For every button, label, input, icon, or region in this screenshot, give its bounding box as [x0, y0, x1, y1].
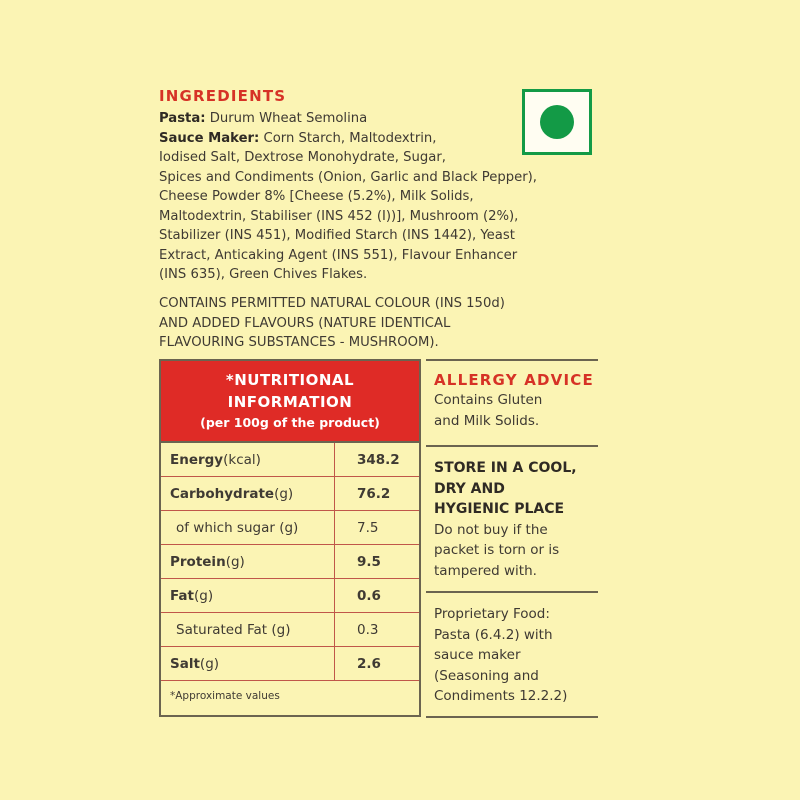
nutrient-name [161, 443, 335, 476]
allergy-line: Contains Gluten [434, 392, 543, 408]
sauce-line: Extract, Anticaking Agent (INS 551), Flavour Enhancer [159, 247, 518, 263]
divider [426, 445, 598, 447]
nutrient-unit: (g) [194, 587, 214, 604]
sauce-line: (INS 635), Green Chives Flakes. [159, 267, 368, 282]
ingredients-heading: INGREDIENTS [159, 87, 287, 105]
nutrient-name [161, 545, 335, 578]
nutrient-label: Protein [170, 553, 226, 570]
storage-line: Do not buy if the [434, 521, 548, 538]
nutrition-row [161, 443, 419, 477]
nutrient-value: 76.2 [357, 485, 391, 502]
allergy-line: and Milk Solids. [434, 412, 540, 429]
storage-heading-line: STORE IN A COOL, [434, 460, 577, 476]
sauce-line: Maltodextrin, Stabiliser (INS 452 (I))], Mushroom (2%), [159, 208, 519, 224]
nutrition-row [161, 511, 419, 545]
nutrient-value: 0.6 [357, 587, 381, 604]
storage-line: packet is torn or is [434, 542, 560, 558]
proprietary-text [434, 604, 600, 707]
nutrition-subtitle: (per 100g of the product) [200, 415, 380, 430]
nutrient-value: 2.6 [357, 655, 381, 672]
sauce-line: Cheese Powder 8% [Cheese (5.2%), Milk Solids, [159, 189, 474, 204]
nutrition-title: *NUTRITIONAL [225, 371, 355, 389]
sauce-line: Stabilizer (INS 451), Modified Starch (INS 1442), Yeast [159, 228, 515, 243]
contains-line: FLAVOURING SUBSTANCES - MUSHROOM). [159, 335, 439, 350]
sauce-line: Corn Starch, Maltodextrin, [259, 130, 437, 146]
nutrient-value: 0.3 [357, 621, 379, 638]
divider [426, 591, 598, 593]
nutrient-unit: (g) [225, 553, 245, 570]
proprietary-line: Pasta (6.4.2) with [434, 626, 553, 643]
nutrition-header [161, 361, 419, 443]
nutrient-unit: (g) [199, 655, 220, 672]
storage-text [434, 520, 600, 582]
nutrient-label: Energy [170, 451, 224, 468]
nutrient-label: Carbohydrate [170, 485, 275, 502]
nutrient-name [161, 511, 335, 544]
ingredients-text [159, 109, 599, 285]
proprietary-line: sauce maker [434, 647, 521, 663]
nutrient-label: Fat [170, 587, 194, 604]
nutrient-name [161, 647, 335, 680]
proprietary-line: (Seasoning and [434, 667, 539, 684]
divider [426, 716, 598, 718]
pasta-text: Durum Wheat Semolina [205, 111, 368, 126]
nutrition-row [161, 647, 419, 681]
allergy-heading: ALLERGY ADVICE [434, 371, 594, 389]
contains-line: CONTAINS PERMITTED NATURAL COLOUR (INS 150d) [159, 296, 505, 311]
nutrient-label: Salt [170, 655, 200, 672]
allergy-text [434, 390, 600, 431]
storage-heading-line: DRY AND [434, 480, 505, 497]
storage-heading [434, 458, 600, 520]
nutrition-row [161, 579, 419, 613]
nutrient-value: 9.5 [357, 553, 381, 570]
proprietary-line: Proprietary Food: [434, 606, 550, 622]
nutrition-row [161, 477, 419, 511]
storage-heading-line: HYGIENIC PLACE [434, 501, 565, 517]
nutrition-footnote: *Approximate values [170, 690, 280, 702]
nutrient-name [161, 613, 335, 646]
nutrient-label: Saturated Fat (g) [176, 621, 291, 638]
allergy-advice [434, 370, 600, 431]
divider [426, 359, 598, 361]
nutrition-title: INFORMATION [227, 393, 353, 411]
proprietary-food-info [434, 604, 600, 707]
storage-line: tampered with. [434, 562, 537, 579]
nutrient-label: of which sugar (g) [176, 519, 299, 536]
nutrient-unit: (g) [274, 485, 294, 502]
pasta-label: Pasta: [159, 111, 206, 126]
storage-advice [434, 458, 600, 581]
nutrition-row [161, 545, 419, 579]
proprietary-line: Condiments 12.2.2) [434, 688, 568, 704]
sauce-line: Iodised Salt, Dextrose Monohydrate, Sugar, [159, 150, 446, 165]
pasta-line [159, 109, 599, 129]
contains-line: AND ADDED FLAVOURS (NATURE IDENTICAL [159, 315, 451, 331]
sauce-maker-paragraph [159, 129, 599, 285]
nutrient-value: 348.2 [357, 451, 400, 468]
nutrition-row [161, 613, 419, 647]
nutrient-value: 7.5 [357, 519, 379, 536]
nutrient-unit: (kcal) [223, 451, 261, 468]
sauce-line: Spices and Condiments (Onion, Garlic and Black Pepper), [159, 169, 537, 185]
colour-flavour-statement [159, 294, 599, 353]
nutrition-table [159, 359, 421, 717]
sauce-maker-label: Sauce Maker: [159, 130, 260, 146]
nutrient-name [161, 579, 335, 612]
nutrient-name [161, 477, 335, 510]
